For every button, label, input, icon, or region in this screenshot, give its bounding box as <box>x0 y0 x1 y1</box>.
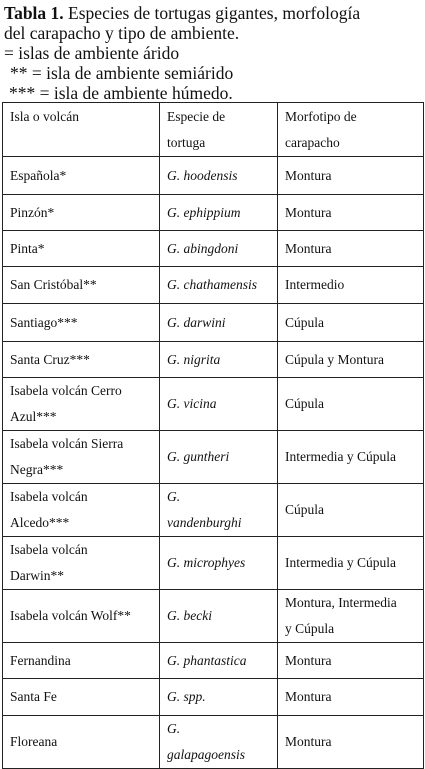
cell-line: Intermedia y Cúpula <box>285 449 396 464</box>
cell-species <box>160 378 278 431</box>
cell-line: Montura <box>285 689 332 704</box>
cell-line: Isabela volcán Cerro <box>10 383 122 398</box>
table-row <box>3 342 424 378</box>
cell-morphotype <box>278 537 424 590</box>
cell-line: Santa Cruz*** <box>10 351 90 367</box>
cell-line: vandenburghi <box>167 515 242 530</box>
cell-morphotype <box>278 484 424 537</box>
cell-line: G. ephippium <box>167 204 241 220</box>
cell-line: Fernandina <box>10 652 71 668</box>
header-morphotype <box>278 103 424 157</box>
cell-line: Santiago*** <box>10 314 78 330</box>
table-row <box>3 304 424 342</box>
cell-line: Morfotipo de <box>285 109 357 124</box>
cell-line: carapacho <box>285 135 340 150</box>
cell-line: G. darwini <box>167 314 226 330</box>
cell-island <box>3 195 160 231</box>
header-island <box>3 103 160 157</box>
caption-note-arid: = islas de ambiente árido <box>4 43 180 63</box>
cell-line: G. nigrita <box>167 351 221 367</box>
cell-island <box>3 267 160 304</box>
cell-line: G. microphyes <box>167 555 246 570</box>
table-row <box>3 643 424 679</box>
caption-title-line-1 <box>4 3 420 23</box>
cell-line: G. guntheri <box>167 449 230 464</box>
header-species <box>160 103 278 157</box>
cell-morphotype <box>278 342 424 378</box>
cell-line: G. phantastica <box>167 652 247 668</box>
table-row <box>3 590 424 643</box>
cell-line: Montura, Intermedia <box>285 595 397 610</box>
cell-line: Isabela volcán Wolf** <box>10 608 131 623</box>
caption-title-line-2: del carapacho y tipo de ambiente. <box>4 23 240 43</box>
table-row <box>3 267 424 304</box>
table-row <box>3 716 424 769</box>
cell-island <box>3 231 160 267</box>
cell-line: G. vicina <box>167 396 217 411</box>
cell-species <box>160 304 278 342</box>
table-row <box>3 537 424 590</box>
cell-species <box>160 590 278 643</box>
cell-species <box>160 716 278 769</box>
cell-morphotype <box>278 643 424 679</box>
cell-island <box>3 342 160 378</box>
table-row <box>3 431 424 484</box>
caption-title-text-1: Especies de tortugas gigantes, morfología <box>63 3 361 23</box>
cell-line: Isabela volcán Sierra <box>10 436 124 451</box>
cell-line: tortuga <box>167 135 206 150</box>
cell-line: Cúpula <box>285 396 324 411</box>
cell-line: Alcedo*** <box>10 515 70 530</box>
cell-species <box>160 231 278 267</box>
cell-species <box>160 267 278 304</box>
cell-line: G. abingdoni <box>167 240 239 256</box>
table-row <box>3 195 424 231</box>
cell-species <box>160 484 278 537</box>
cell-line: Darwin** <box>10 568 64 583</box>
cell-line: Montura <box>285 734 332 749</box>
cell-line: Santa Fe <box>10 689 57 704</box>
cell-species <box>160 157 278 195</box>
cell-line: Floreana <box>10 734 58 749</box>
cell-line: Intermedio <box>285 277 345 292</box>
cell-island <box>3 537 160 590</box>
cell-line: Cúpula <box>285 314 324 330</box>
cell-line: Pinzón* <box>10 204 55 220</box>
cell-line: G. hoodensis <box>167 167 238 183</box>
table-row <box>3 231 424 267</box>
cell-island <box>3 157 160 195</box>
cell-line: Isabela volcán <box>10 489 88 504</box>
cell-line: Montura <box>285 204 332 220</box>
caption-note-semiarid: ** = isla de ambiente semiárido <box>10 63 234 83</box>
cell-line: galapagoensis <box>167 747 246 762</box>
caption-label: Tabla 1. <box>4 3 64 23</box>
cell-line: Cúpula y Montura <box>285 351 384 367</box>
cell-line: Montura <box>285 240 332 256</box>
cell-species <box>160 643 278 679</box>
table-row <box>3 484 424 537</box>
cell-island <box>3 643 160 679</box>
cell-line: G. spp. <box>167 689 206 704</box>
cell-morphotype <box>278 157 424 195</box>
table-caption <box>4 3 420 103</box>
cell-line: G. <box>167 721 181 736</box>
cell-line: Negra*** <box>10 462 64 477</box>
cell-morphotype <box>278 195 424 231</box>
cell-species <box>160 342 278 378</box>
table-header-row <box>3 103 424 157</box>
cell-species <box>160 431 278 484</box>
cell-morphotype <box>278 378 424 431</box>
cell-island <box>3 431 160 484</box>
cell-island <box>3 484 160 537</box>
cell-island <box>3 590 160 643</box>
cell-line: G. chathamensis <box>167 277 257 292</box>
cell-island <box>3 679 160 716</box>
cell-line: Pinta* <box>10 240 45 256</box>
cell-line: Especie de <box>167 109 226 124</box>
cell-line: Española* <box>10 167 67 183</box>
cell-line: Isabela volcán <box>10 542 88 557</box>
cell-species <box>160 195 278 231</box>
cell-line: Montura <box>285 167 332 183</box>
cell-morphotype <box>278 431 424 484</box>
cell-morphotype <box>278 679 424 716</box>
cell-line: G. <box>167 489 181 504</box>
cell-morphotype <box>278 304 424 342</box>
cell-island <box>3 304 160 342</box>
cell-morphotype <box>278 590 424 643</box>
cell-island <box>3 716 160 769</box>
cell-island <box>3 378 160 431</box>
cell-line: y Cúpula <box>285 621 335 636</box>
cell-line: Intermedia y Cúpula <box>285 555 396 570</box>
cell-species <box>160 679 278 716</box>
cell-line: Cúpula <box>285 502 324 517</box>
table-row <box>3 679 424 716</box>
caption-note-humid: *** = isla de ambiente húmedo. <box>9 83 233 103</box>
cell-line: Azul*** <box>10 409 57 424</box>
cell-morphotype <box>278 267 424 304</box>
cell-line: Montura <box>285 652 332 668</box>
table-row <box>3 157 424 195</box>
species-table <box>2 102 424 769</box>
cell-species <box>160 537 278 590</box>
table-row <box>3 378 424 431</box>
cell-line: G. becki <box>167 608 212 623</box>
cell-line: San Cristóbal** <box>10 277 97 292</box>
cell-line: Isla o volcán <box>10 109 79 124</box>
cell-morphotype <box>278 231 424 267</box>
cell-morphotype <box>278 716 424 769</box>
